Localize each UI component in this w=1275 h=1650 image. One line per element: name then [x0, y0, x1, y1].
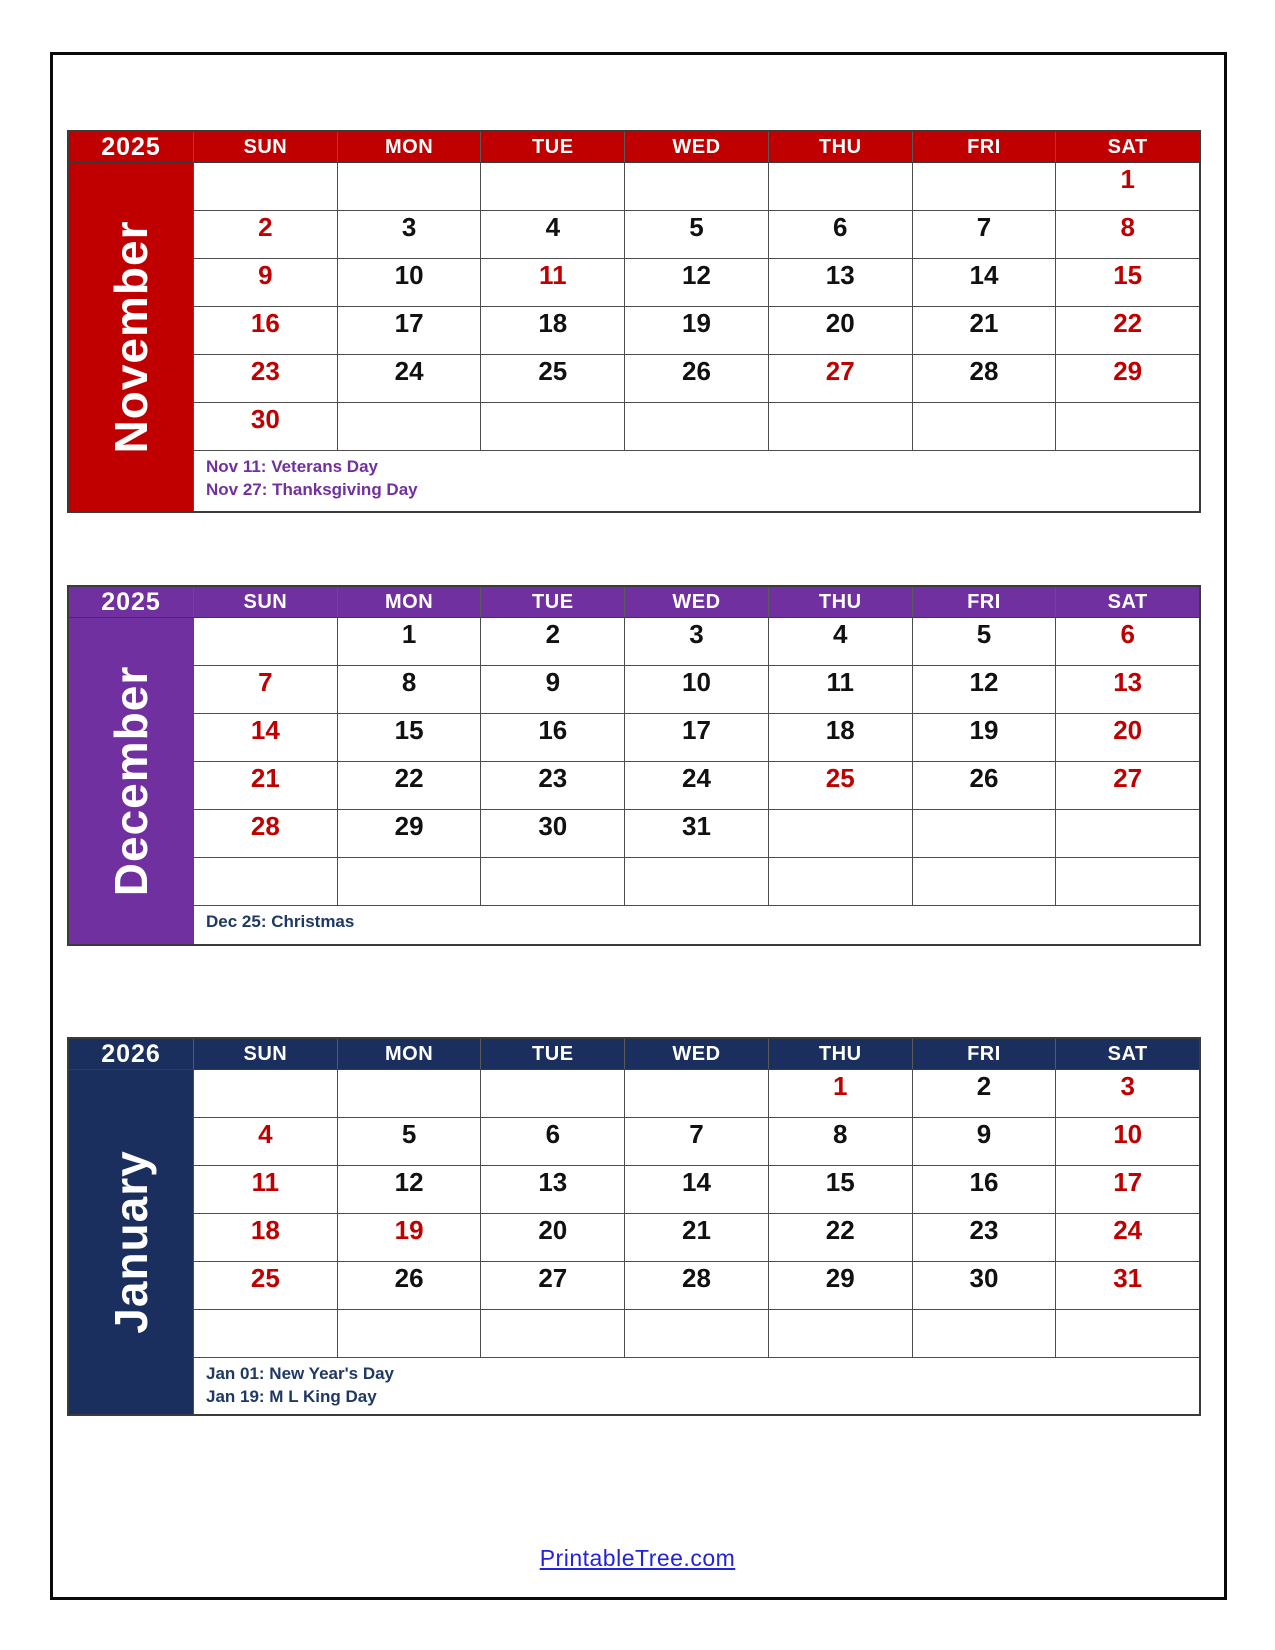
date-cell-empty [1056, 1310, 1199, 1358]
date-cell-19: 19 [913, 714, 1057, 762]
date-cell-29: 29 [1056, 355, 1199, 403]
date-cell-26: 26 [913, 762, 1057, 810]
date-cell-7: 7 [625, 1118, 769, 1166]
date-cell-empty [194, 1070, 338, 1118]
date-cell-empty [338, 1070, 482, 1118]
month-body [69, 163, 1199, 511]
weekday-header-mon: MON [338, 132, 482, 162]
date-cell-4: 4 [769, 618, 913, 666]
footer-link[interactable]: PrintableTree.com [539, 1545, 736, 1571]
date-cell-27: 27 [769, 355, 913, 403]
date-cell-19: 19 [338, 1214, 482, 1262]
week-row [194, 618, 1199, 666]
month-body [69, 618, 1199, 944]
date-cell-empty [481, 1070, 625, 1118]
weekday-header-row [69, 1039, 1199, 1070]
week-row [194, 1166, 1199, 1214]
date-cell-30: 30 [481, 810, 625, 858]
week-row [194, 1310, 1199, 1358]
date-cell-26: 26 [625, 355, 769, 403]
weekday-header-tue: TUE [481, 1039, 625, 1069]
date-cell-17: 17 [1056, 1166, 1199, 1214]
weekday-header-tue: TUE [481, 587, 625, 617]
date-cell-12: 12 [338, 1166, 482, 1214]
week-row [194, 858, 1199, 906]
date-cell-18: 18 [769, 714, 913, 762]
week-row [194, 1214, 1199, 1262]
date-cell-empty [769, 858, 913, 906]
date-cell-1: 1 [1056, 163, 1199, 211]
month-body [69, 1070, 1199, 1414]
date-cell-12: 12 [625, 259, 769, 307]
week-row [194, 163, 1199, 211]
date-cell-23: 23 [913, 1214, 1057, 1262]
date-cell-empty [194, 1310, 338, 1358]
footer [0, 1545, 1275, 1572]
date-cell-14: 14 [625, 1166, 769, 1214]
week-row [194, 211, 1199, 259]
holiday-note: Nov 27: Thanksgiving Day [206, 479, 418, 499]
weekday-header-thu: THU [769, 132, 913, 162]
date-cell-empty [625, 858, 769, 906]
date-cell-13: 13 [769, 259, 913, 307]
weekday-header-row [69, 587, 1199, 618]
month-block-december-2025 [67, 585, 1201, 946]
date-cell-empty [769, 163, 913, 211]
date-cell-empty [481, 1310, 625, 1358]
date-cell-17: 17 [625, 714, 769, 762]
date-cell-3: 3 [338, 211, 482, 259]
date-cell-26: 26 [338, 1262, 482, 1310]
date-cell-9: 9 [481, 666, 625, 714]
holiday-note: Jan 01: New Year's Day [206, 1364, 395, 1383]
date-cell-empty [338, 403, 482, 451]
date-cell-16: 16 [481, 714, 625, 762]
date-cell-16: 16 [194, 307, 338, 355]
date-cell-5: 5 [913, 618, 1057, 666]
date-cell-empty [625, 1310, 769, 1358]
weekday-header-wed: WED [625, 132, 769, 162]
month-block-november-2025 [67, 130, 1201, 513]
date-cell-31: 31 [625, 810, 769, 858]
date-cell-empty [913, 810, 1057, 858]
date-cell-21: 21 [194, 762, 338, 810]
date-cell-25: 25 [769, 762, 913, 810]
week-row [194, 666, 1199, 714]
date-cell-19: 19 [625, 307, 769, 355]
weekday-header-wed: WED [625, 1039, 769, 1069]
date-cell-empty [481, 163, 625, 211]
date-cell-10: 10 [625, 666, 769, 714]
weekday-header-row [69, 132, 1199, 163]
date-cell-3: 3 [625, 618, 769, 666]
date-cell-24: 24 [625, 762, 769, 810]
date-cell-empty [481, 858, 625, 906]
date-cell-22: 22 [338, 762, 482, 810]
date-cell-empty [769, 1310, 913, 1358]
weekday-header-mon: MON [338, 1039, 482, 1069]
date-cell-28: 28 [625, 1262, 769, 1310]
date-cell-23: 23 [481, 762, 625, 810]
date-cell-21: 21 [625, 1214, 769, 1262]
date-cell-12: 12 [913, 666, 1057, 714]
month-block-january-2026 [67, 1037, 1201, 1416]
date-cell-15: 15 [1056, 259, 1199, 307]
week-row [194, 810, 1199, 858]
weekday-header-mon: MON [338, 587, 482, 617]
date-cell-20: 20 [1056, 714, 1199, 762]
date-cell-11: 11 [769, 666, 913, 714]
date-cell-1: 1 [338, 618, 482, 666]
date-cell-empty [338, 1310, 482, 1358]
date-cell-7: 7 [194, 666, 338, 714]
week-row [194, 1118, 1199, 1166]
date-cell-empty [913, 403, 1057, 451]
holiday-notes [194, 451, 1199, 511]
date-cell-empty [338, 163, 482, 211]
date-cell-13: 13 [481, 1166, 625, 1214]
week-row [194, 403, 1199, 451]
date-cell-8: 8 [1056, 211, 1199, 259]
date-cell-14: 14 [194, 714, 338, 762]
weekday-header-wed: WED [625, 587, 769, 617]
date-cell-29: 29 [769, 1262, 913, 1310]
date-grid [194, 1070, 1199, 1414]
date-cell-15: 15 [338, 714, 482, 762]
year-label: 2025 [69, 132, 194, 162]
date-cell-empty [913, 858, 1057, 906]
month-name-label: November [105, 220, 157, 454]
date-cell-24: 24 [338, 355, 482, 403]
date-cell-empty [625, 1070, 769, 1118]
date-cell-30: 30 [194, 403, 338, 451]
date-cell-21: 21 [913, 307, 1057, 355]
date-cell-empty [1056, 810, 1199, 858]
date-cell-empty [194, 858, 338, 906]
date-cell-6: 6 [769, 211, 913, 259]
date-cell-20: 20 [769, 307, 913, 355]
date-cell-5: 5 [338, 1118, 482, 1166]
date-cell-28: 28 [194, 810, 338, 858]
date-cell-empty [1056, 858, 1199, 906]
date-cell-6: 6 [481, 1118, 625, 1166]
date-cell-13: 13 [1056, 666, 1199, 714]
weekday-header-sun: SUN [194, 1039, 338, 1069]
weekday-header-thu: THU [769, 1039, 913, 1069]
date-cell-3: 3 [1056, 1070, 1199, 1118]
date-cell-4: 4 [481, 211, 625, 259]
weekday-header-fri: FRI [913, 132, 1057, 162]
date-cell-16: 16 [913, 1166, 1057, 1214]
week-row [194, 355, 1199, 403]
date-cell-empty [481, 403, 625, 451]
weekday-header-sat: SAT [1056, 1039, 1199, 1069]
date-cell-25: 25 [194, 1262, 338, 1310]
date-cell-15: 15 [769, 1166, 913, 1214]
date-cell-25: 25 [481, 355, 625, 403]
date-cell-6: 6 [1056, 618, 1199, 666]
date-cell-empty [769, 403, 913, 451]
week-row [194, 259, 1199, 307]
date-cell-27: 27 [1056, 762, 1199, 810]
week-row [194, 307, 1199, 355]
date-cell-24: 24 [1056, 1214, 1199, 1262]
date-cell-11: 11 [481, 259, 625, 307]
date-cell-22: 22 [1056, 307, 1199, 355]
date-cell-empty [194, 163, 338, 211]
date-cell-empty [194, 618, 338, 666]
week-row [194, 714, 1199, 762]
date-cell-2: 2 [194, 211, 338, 259]
date-cell-22: 22 [769, 1214, 913, 1262]
holiday-note: Jan 19: M L King Day [206, 1386, 377, 1406]
date-cell-8: 8 [338, 666, 482, 714]
date-cell-9: 9 [913, 1118, 1057, 1166]
date-cell-5: 5 [625, 211, 769, 259]
date-cell-empty [913, 1310, 1057, 1358]
holiday-notes [194, 906, 1199, 944]
date-cell-17: 17 [338, 307, 482, 355]
date-grid [194, 163, 1199, 511]
date-cell-29: 29 [338, 810, 482, 858]
date-cell-2: 2 [481, 618, 625, 666]
date-cell-27: 27 [481, 1262, 625, 1310]
month-sidebar [69, 1070, 194, 1414]
date-cell-10: 10 [338, 259, 482, 307]
week-row [194, 1262, 1199, 1310]
month-name-label: December [105, 665, 157, 897]
date-cell-7: 7 [913, 211, 1057, 259]
weekday-header-sat: SAT [1056, 132, 1199, 162]
holiday-note: Nov 11: Veterans Day [206, 457, 378, 476]
date-cell-23: 23 [194, 355, 338, 403]
weekday-header-sun: SUN [194, 587, 338, 617]
date-cell-14: 14 [913, 259, 1057, 307]
date-cell-empty [338, 858, 482, 906]
weekday-header-sun: SUN [194, 132, 338, 162]
date-cell-empty [913, 163, 1057, 211]
date-cell-2: 2 [913, 1070, 1057, 1118]
date-cell-28: 28 [913, 355, 1057, 403]
weekday-header-thu: THU [769, 587, 913, 617]
holiday-note: Dec 25: Christmas [206, 912, 355, 931]
date-cell-empty [625, 403, 769, 451]
date-cell-empty [769, 810, 913, 858]
date-cell-18: 18 [481, 307, 625, 355]
week-row [194, 762, 1199, 810]
date-grid [194, 618, 1199, 944]
month-sidebar [69, 163, 194, 511]
date-cell-10: 10 [1056, 1118, 1199, 1166]
date-cell-11: 11 [194, 1166, 338, 1214]
weekday-header-fri: FRI [913, 1039, 1057, 1069]
weekday-header-fri: FRI [913, 587, 1057, 617]
date-cell-1: 1 [769, 1070, 913, 1118]
weekday-header-tue: TUE [481, 132, 625, 162]
weekday-header-sat: SAT [1056, 587, 1199, 617]
date-cell-20: 20 [481, 1214, 625, 1262]
date-cell-18: 18 [194, 1214, 338, 1262]
date-cell-9: 9 [194, 259, 338, 307]
date-cell-4: 4 [194, 1118, 338, 1166]
year-label: 2026 [69, 1039, 194, 1069]
week-row [194, 1070, 1199, 1118]
date-cell-8: 8 [769, 1118, 913, 1166]
month-name-label: January [105, 1150, 157, 1334]
date-cell-empty [625, 163, 769, 211]
holiday-notes [194, 1358, 1199, 1414]
date-cell-31: 31 [1056, 1262, 1199, 1310]
date-cell-30: 30 [913, 1262, 1057, 1310]
date-cell-empty [1056, 403, 1199, 451]
month-sidebar [69, 618, 194, 944]
year-label: 2025 [69, 587, 194, 617]
